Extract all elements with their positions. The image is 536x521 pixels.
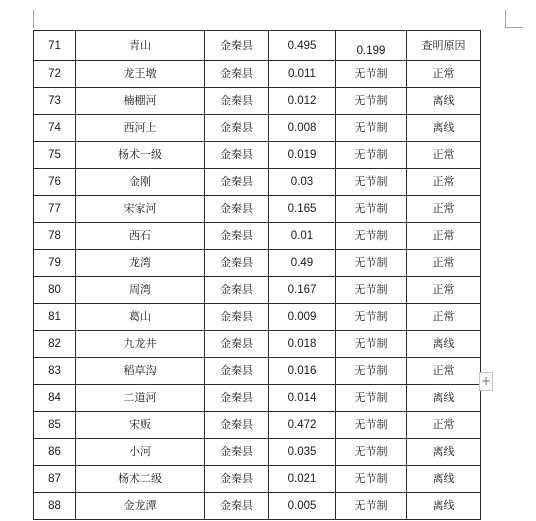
cell-regulation: 无节制 [336,142,407,169]
cell-value: 0.495 [269,31,336,61]
cell-regulation: 无节制 [336,439,407,466]
cell-value: 0.012 [269,88,336,115]
cell-status: 正常 [407,277,481,304]
cell-county: 金秦县 [205,493,269,520]
cell-county: 金秦县 [205,196,269,223]
cell-value: 0.019 [269,142,336,169]
cell-county: 金秦县 [205,61,269,88]
cell-status: 离线 [407,115,481,142]
table-row [34,466,481,493]
cell-value: 0.009 [269,304,336,331]
cell-row-number: 82 [34,331,76,358]
cell-regulation: 无节制 [336,88,407,115]
cell-station-name: 宋家河 [76,196,205,223]
cell-status: 正常 [407,304,481,331]
cell-station-name: 周湾 [76,277,205,304]
cell-value: 0.167 [269,277,336,304]
cell-status: 正常 [407,142,481,169]
table-row [34,385,481,412]
cell-row-number: 86 [34,439,76,466]
cell-county: 金秦县 [205,31,269,61]
cell-county: 金秦县 [205,250,269,277]
table-row [34,223,481,250]
cell-regulation: 无节制 [336,196,407,223]
cell-value: 0.021 [269,466,336,493]
table-row [34,31,481,61]
cell-regulation: 无节制 [336,169,407,196]
cell-regulation: 无节制 [336,331,407,358]
cell-status: 离线 [407,466,481,493]
cell-status: 正常 [407,250,481,277]
cell-county: 金秦县 [205,169,269,196]
cell-row-number: 75 [34,142,76,169]
cell-station-name: 稻草沟 [76,358,205,385]
cell-status: 离线 [407,88,481,115]
cell-station-name: 青山 [76,31,205,61]
table-row [34,61,481,88]
table-row [34,358,481,385]
cell-row-number: 77 [34,196,76,223]
cell-row-number: 72 [34,61,76,88]
crop-mark-top-left [33,10,34,28]
cell-regulation: 无节制 [336,412,407,439]
cell-station-name: 西河上 [76,115,205,142]
table-row [34,277,481,304]
cell-status: 正常 [407,169,481,196]
cell-value: 0.016 [269,358,336,385]
cell-regulation: 无节制 [336,466,407,493]
table-row [34,115,481,142]
cell-row-number: 76 [34,169,76,196]
table-row [34,439,481,466]
cell-row-number: 81 [34,304,76,331]
add-row-plus-icon[interactable]: + [479,372,493,391]
table-row [34,304,481,331]
cell-status: 离线 [407,385,481,412]
cell-value: 0.472 [269,412,336,439]
cell-status: 离线 [407,331,481,358]
cell-station-name: 葛山 [76,304,205,331]
cell-value: 0.035 [269,439,336,466]
table-body [34,31,481,520]
cell-value: 0.018 [269,331,336,358]
cell-row-number: 71 [34,31,76,61]
cell-county: 金秦县 [205,412,269,439]
cell-county: 金秦县 [205,142,269,169]
cell-row-number: 73 [34,88,76,115]
cell-regulation: 无节制 [336,115,407,142]
cell-station-name: 金龙潭 [76,493,205,520]
cell-regulation: 无节制 [336,223,407,250]
cell-value: 0.011 [269,61,336,88]
station-table [33,30,481,520]
cell-row-number: 74 [34,115,76,142]
cell-county: 金秦县 [205,466,269,493]
cell-value: 0.165 [269,196,336,223]
cell-row-number: 78 [34,223,76,250]
table-row [34,142,481,169]
cell-status: 离线 [407,493,481,520]
cell-county: 金秦县 [205,115,269,142]
cell-county: 金秦县 [205,223,269,250]
cell-station-name: 二道河 [76,385,205,412]
cell-station-name: 杨术二级 [76,466,205,493]
cell-status: 正常 [407,412,481,439]
table-row [34,88,481,115]
cell-station-name: 龙湾 [76,250,205,277]
table-row [34,412,481,439]
crop-mark-top-right-horizontal [505,27,523,28]
table-row [34,331,481,358]
cell-status: 正常 [407,223,481,250]
cell-station-name: 西石 [76,223,205,250]
cell-value: 0.49 [269,250,336,277]
cell-county: 金秦县 [205,439,269,466]
cell-regulation: 0.199 [336,31,407,61]
cell-station-name: 小河 [76,439,205,466]
cell-station-name: 宋贩 [76,412,205,439]
cell-status: 正常 [407,61,481,88]
cell-row-number: 87 [34,466,76,493]
cell-regulation: 无节制 [336,358,407,385]
cell-regulation: 无节制 [336,304,407,331]
cell-value: 0.01 [269,223,336,250]
cell-row-number: 85 [34,412,76,439]
cell-county: 金秦县 [205,358,269,385]
cell-county: 金秦县 [205,277,269,304]
cell-status: 正常 [407,358,481,385]
cell-status: 离线 [407,439,481,466]
cell-row-number: 80 [34,277,76,304]
table-row [34,493,481,520]
cell-station-name: 楠棚河 [76,88,205,115]
cell-regulation: 无节制 [336,250,407,277]
cell-value: 0.03 [269,169,336,196]
table-row [34,196,481,223]
crop-mark-top-right-vertical [505,10,506,28]
cell-station-name: 九龙井 [76,331,205,358]
cell-county: 金秦县 [205,88,269,115]
cell-row-number: 84 [34,385,76,412]
cell-station-name: 金刚 [76,169,205,196]
cell-station-name: 杨术一级 [76,142,205,169]
cell-status: 正常 [407,196,481,223]
cell-value: 0.008 [269,115,336,142]
table-row [34,250,481,277]
cell-regulation: 无节制 [336,61,407,88]
cell-regulation: 无节制 [336,277,407,304]
cell-county: 金秦县 [205,331,269,358]
cell-value: 0.005 [269,493,336,520]
cell-row-number: 88 [34,493,76,520]
cell-station-name: 龙王墩 [76,61,205,88]
cell-county: 金秦县 [205,385,269,412]
cell-county: 金秦县 [205,304,269,331]
cell-regulation: 无节制 [336,493,407,520]
cell-status: 查明原因 [407,31,481,61]
cell-value: 0.014 [269,385,336,412]
cell-row-number: 79 [34,250,76,277]
cell-regulation: 无节制 [336,385,407,412]
cell-row-number: 83 [34,358,76,385]
table-row [34,169,481,196]
